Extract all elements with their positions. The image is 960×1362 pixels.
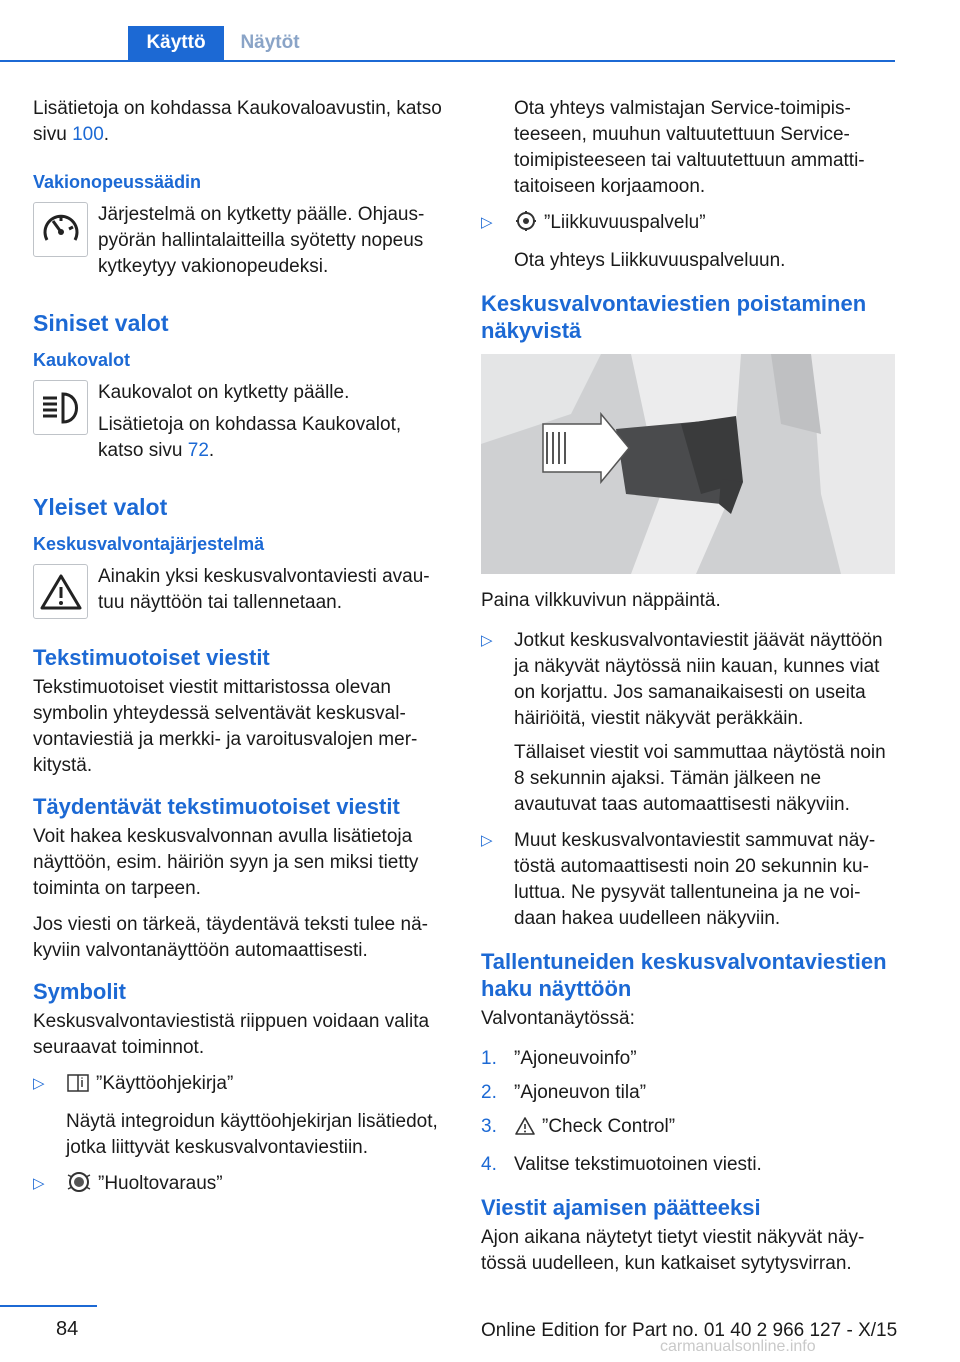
list-item [33, 1071, 447, 1161]
watermark: carmanualsonline.info [660, 1338, 816, 1355]
end-of-trip-text: Ajon aikana näytetyt tietyt viestit näkyvät näytössä uudelleen, kun katkaiset sytytysvirran. [481, 1227, 865, 1274]
saved-steps [481, 1046, 895, 1178]
list-item [481, 828, 895, 932]
intro-end: . [103, 124, 110, 145]
step-number: 1. [481, 1048, 497, 1069]
warning-triangle-icon [33, 564, 88, 619]
remove-bullet1-p1: Jotkut keskusvalvontaviestit jäävät näyttöön ja näkyvät näytössä niin kauan, kunnes viat on korjattu. Jos samanaikaisesti on useita häiriöitä, viestit näkyvät peräkkäin. [514, 630, 883, 729]
list-item [481, 1046, 895, 1072]
list-item [481, 210, 895, 274]
text-messages-body: Tekstimuotoiset viestit mittaristossa olevan symbolin yhteydessä selventävät keskusvalvontaviestiä ja merkki- ja varoitusvalojen merkitystä. [33, 677, 418, 776]
footer-rule [0, 1305, 97, 1307]
step-text[interactable]: ”Ajoneuvoinfo” [514, 1048, 637, 1069]
bullet-triangle-icon: ▷ [33, 1075, 45, 1092]
intro-paragraph [33, 96, 447, 148]
saved-messages-heading: Tallentuneiden keskusvalvontaviestien haku näyttöön [481, 949, 887, 1001]
list-item [481, 628, 895, 818]
step-number: 3. [481, 1116, 497, 1137]
cruise-text: Järjestelmä on kytketty päälle. Ohjauspyörän hallintalaitteilla syötetty nopeus kytkeytyy vakionopeudeksi. [98, 204, 425, 277]
high-beam-text2-body: Lisätietoja on kohdassa Kaukovalot, katso sivu [98, 414, 402, 461]
remove-messages-heading: Keskusvalvontaviestien poistaminen näkyvistä [481, 291, 867, 343]
left-column [33, 96, 447, 1211]
high-beam-icon [33, 380, 88, 435]
step-text[interactable]: ”Ajoneuvon tila” [514, 1082, 647, 1103]
manual-item[interactable] [66, 1071, 447, 1101]
high-beam-text1: Kaukovalot on kytketty päälle. [98, 382, 350, 403]
step-text: Valitse tekstimuotoinen viesti. [514, 1154, 762, 1175]
cruise-row [33, 202, 447, 286]
mobility-desc: Ota yhteys Liikkuvuuspalveluun. [514, 250, 786, 271]
symbols-list [33, 1071, 447, 1201]
supplementary-text1: Voit hakea keskusvalvonnan avulla lisätietoja näyttöön, esim. häiriön syyn ja sen miksi tietty toiminta on tarpeen. [33, 826, 419, 899]
remove-bullets [481, 628, 895, 932]
manual-label: ”Käyttöohjekirja” [96, 1073, 234, 1094]
check-control-row [33, 564, 447, 622]
tab-naytot[interactable]: Näytöt [240, 32, 300, 53]
high-beam-subheading: Kaukovalot [33, 350, 131, 370]
list-item [481, 1114, 895, 1144]
high-beam-text2-end: . [208, 440, 215, 461]
high-beam-text2 [98, 412, 447, 464]
blue-lights-heading: Siniset valot [33, 310, 169, 336]
right-column [481, 96, 895, 1287]
check-control-text: Ainakin yksi keskusvalvontaviesti avautuu näyttöön tai tallennetaan. [98, 566, 430, 613]
symbols-heading: Symbolit [33, 979, 126, 1004]
bullet-triangle-icon: ▷ [481, 832, 493, 849]
text-messages-heading: Tekstimuotoiset viestit [33, 645, 270, 670]
cruise-heading: Vakionopeussäädin [33, 172, 202, 192]
warning-triangle-icon [514, 1116, 536, 1144]
header-rule [0, 60, 895, 62]
service-contact-text: Ota yhteys valmistajan Service-toimipisteeseen, muuhun valtuutettuun Service-toimipisteeseen tai valtuutettuun ammattitaitoiseen korjaamoon. [514, 98, 865, 197]
intro-text: Lisätietoja on kohdassa Kaukovaloavustin, katso sivu [33, 98, 442, 145]
list-item [481, 1080, 895, 1106]
service-label: ”Huoltovaraus” [98, 1173, 223, 1194]
remove-bullet2-p1: Muut keskusvalvontaviestit sammuvat näytöstä automaattisesti noin 20 sekunnin kuluttua. Ne pysyvät tallentuneina ja ne voidaan hakea uudelleen näkyviin. [514, 830, 876, 929]
header-tabbar [0, 0, 960, 62]
supplementary-text2: Jos viesti on tärkeä, täydentävä teksti tulee näkyviin valvontanäyttöön automaattisesti. [33, 914, 428, 961]
list-item [33, 1171, 447, 1201]
step-number: 2. [481, 1082, 497, 1103]
mobility-item[interactable] [514, 210, 895, 240]
manual-book-icon [66, 1073, 90, 1101]
list-item [481, 1152, 895, 1178]
service-bmw-icon [66, 1171, 92, 1201]
saved-intro: Valvontanäytössä: [481, 1008, 635, 1029]
general-lights-heading: Yleiset valot [33, 494, 168, 520]
step-text[interactable]: ”Check Control” [542, 1116, 676, 1137]
mobility-list [481, 210, 895, 274]
supplementary-heading: Täydentävät tekstimuotoiset viestit [33, 794, 400, 819]
remove-bullet1-p2: Tällaiset viestit voi sammuttaa näytöstä noin 8 sekunnin ajaksi. Tämän jälkeen ne avautuvat taas automaattisesti näkyviin. [514, 742, 886, 815]
bullet-triangle-icon: ▷ [481, 214, 493, 231]
mobility-label: ”Liikkuvuuspalvelu” [544, 212, 706, 233]
bullet-triangle-icon: ▷ [481, 632, 493, 649]
page-link-72[interactable]: 72 [187, 440, 209, 461]
service-item[interactable] [66, 1171, 447, 1201]
tab-kaytto[interactable]: Käyttö [128, 26, 224, 60]
page-number: 84 [56, 1318, 79, 1340]
check-control-subheading: Keskusvalvontajärjestelmä [33, 534, 265, 554]
symbols-text: Keskusvalvontaviestistä riippuen voidaan valita seuraavat toiminnot. [33, 1011, 430, 1058]
turn-signal-lever-illustration [481, 354, 895, 574]
end-of-trip-heading: Viestit ajamisen päätteeksi [481, 1195, 761, 1220]
edition-text: Online Edition for Part no. 01 40 2 966 127 - X/15 [481, 1320, 898, 1341]
bullet-triangle-icon: ▷ [33, 1175, 45, 1192]
mobility-service-icon [514, 210, 538, 240]
figure-caption: Paina vilkkuvivun näppäintä. [481, 590, 721, 611]
page-link-100[interactable]: 100 [72, 124, 104, 145]
manual-desc: Näytä integroidun käyttöohjekirjan lisätiedot, jotka liittyvät keskusvalvontaviestiin. [66, 1111, 438, 1158]
cruise-control-icon [33, 202, 88, 257]
step-number: 4. [481, 1154, 497, 1175]
high-beam-row [33, 380, 447, 470]
